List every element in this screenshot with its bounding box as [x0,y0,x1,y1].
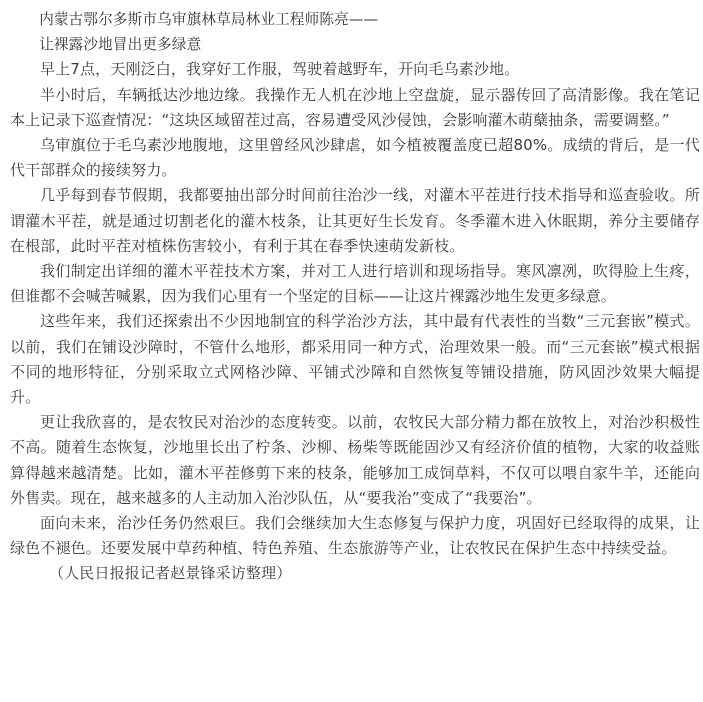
article-paragraph-2: 半小时后，车辆抵达沙地边缘。我操作无人机在沙地上空盘旋，显示器传回了高清影像。我在笔记本上记录下巡查情况：“这块区域留茬过高，容易遭受风沙侵蚀，会影响灌木萌蘖抽条，需要调整。” [10,85,700,129]
article-paragraph-6: 这些年来，我们还探索出不少因地制宜的科学治沙方法，其中最有代表性的当数“三元套嵌”模式。以前，我们在铺设沙障时，不管什么地形，都采用同一种方式，治理效果一般。而“三元套嵌”模式根据不同的地形特征，分别采取立式网格沙障、平铺式沙障和自然恢复等铺设措施，防风固沙效果大幅提升。 [10,312,700,407]
article-paragraph-7: 更让我欣喜的，是农牧民对治沙的态度转变。以前，农牧民大部分精力都在放牧上，对治沙积极性不高。随着生态恢复，沙地里长出了柠条、沙柳、杨柴等既能固沙又有经济价值的植物，大家的收益账算得越来越清楚。比如，灌木平茬修剪下来的枝条，能够加工成饲草料，不仅可以喂自家牛羊，还能向外售卖。现在，越来越多的人主动加入治沙队伍，从“要我治”变成了“我要治”。 [10,413,700,507]
article-paragraph-5: 我们制定出详细的灌木平茬技术方案，并对工人进行培训和现场指导。寒风凛冽，吹得脸上生疼，但谁都不会喊苦喊累，因为我们心里有一个坚定的目标——让这片裸露沙地生发更多绿意。 [10,262,700,306]
article-paragraph-1: 早上7点，天刚泛白，我穿好工作服，驾驶着越野车，开向毛乌素沙地。 [40,60,520,79]
article-paragraph-4: 几乎每到春节假期，我都要抽出部分时间前往治沙一线，对灌木平茬进行技术指导和巡查验收。所谓灌木平茬，就是通过切割老化的灌木枝条，让其更好生长发育。冬季灌木进入休眠期，养分主要储存在根部，此时平茬对植株伤害较小，有利于其在春季快速萌发新枝。 [10,186,700,255]
article [10,7,700,587]
article-subheadline: 让裸露沙地冒出更多绿意 [39,36,202,54]
article-credit: （人民日报报记者赵景锋采访整理） [49,564,292,583]
article-paragraph-8: 面向未来，治沙任务仍然艰巨。我们会继续加大生态修复与保护力度，巩固好已经取得的成果，让绿色不褪色。还要发展中草药种植、特色养殖、生态旅游等产业，让农牧民在保护生态中持续受益。 [10,514,700,558]
article-paragraph-3: 乌审旗位于毛乌素沙地腹地，这里曾经风沙肆虐，如今植被覆盖度已超80%。成绩的背后，是一代代干部群众的接续努力。 [10,136,700,180]
article-headline: 内蒙古鄂尔多斯市乌审旗林草局林业工程师陈亮—— [39,11,379,28]
